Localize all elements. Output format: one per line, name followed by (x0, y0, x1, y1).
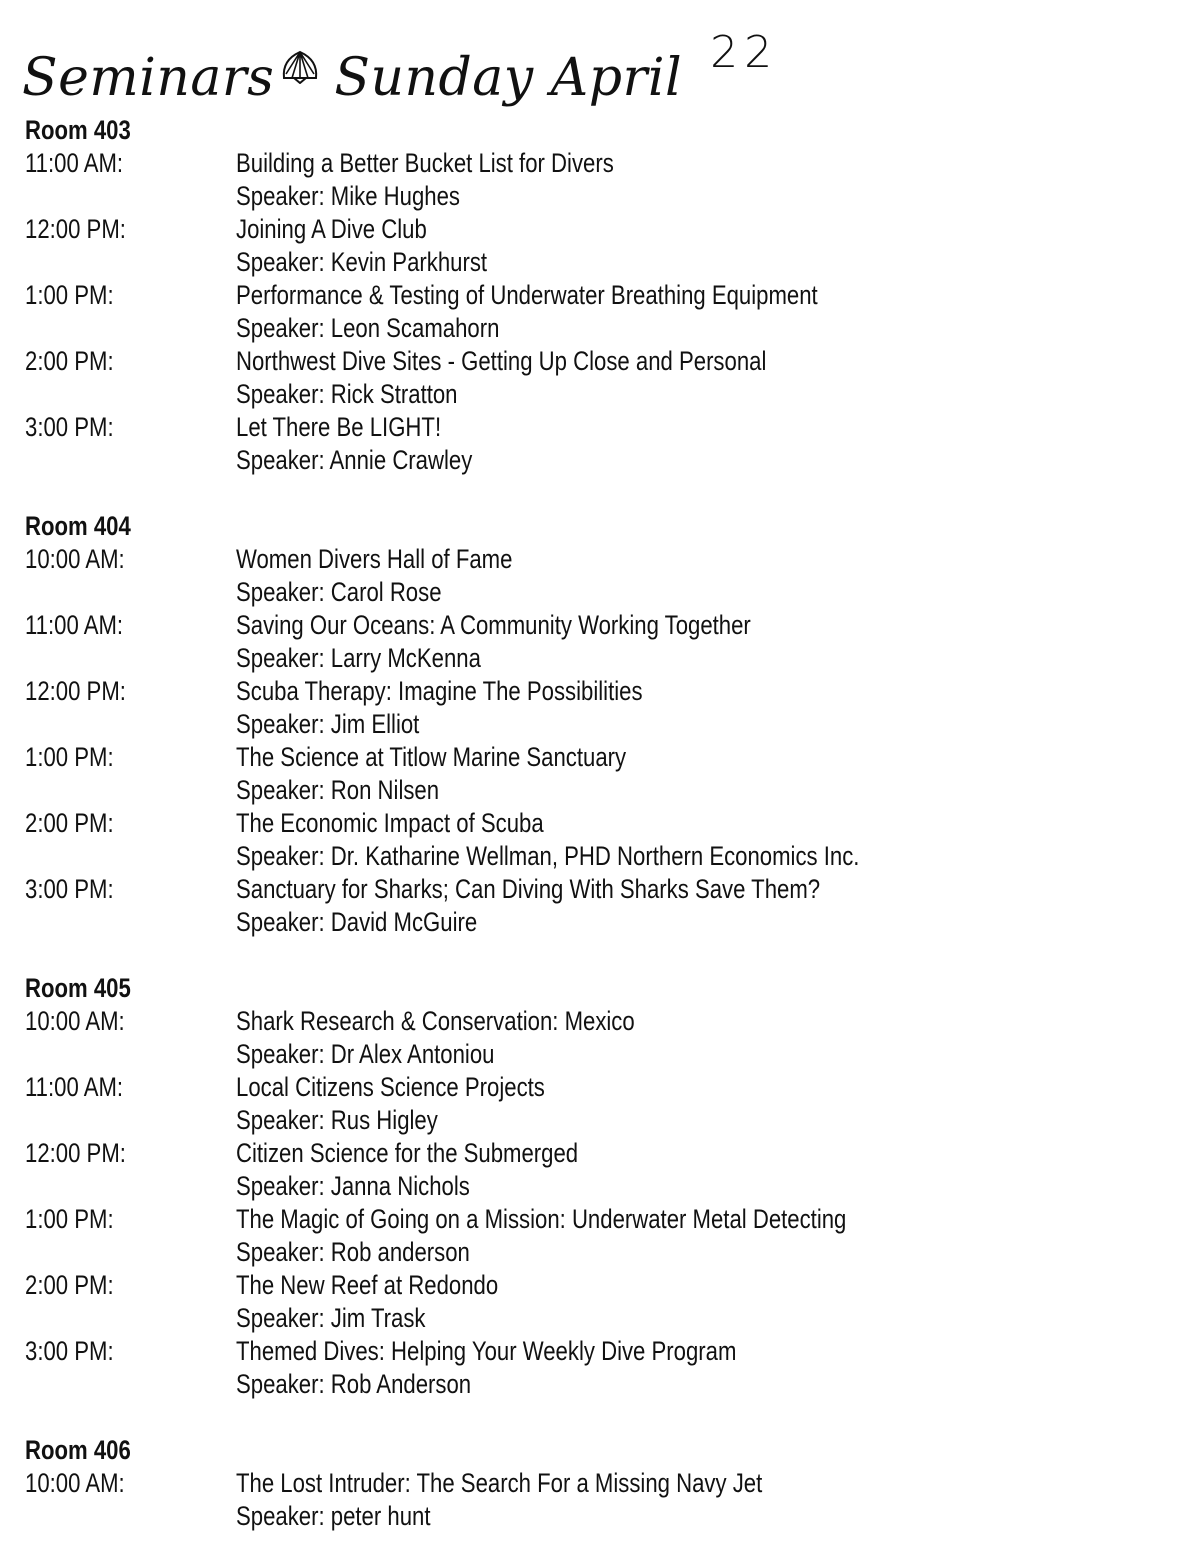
session-speaker: Speaker: Ron Nilsen (236, 775, 440, 805)
session-info (236, 1467, 1185, 1533)
session-row (25, 1467, 1185, 1533)
session-speaker: Speaker: Rick Stratton (236, 379, 458, 409)
session-time: 10:00 AM: (25, 1006, 125, 1036)
room-section (25, 1434, 1185, 1533)
room-section (25, 510, 1185, 939)
session-speaker: Speaker: Leon Scamahorn (236, 313, 500, 343)
session-speaker: Speaker: Jim Trask (236, 1303, 426, 1333)
session-time: 10:00 AM: (25, 544, 125, 574)
session-title: Themed Dives: Helping Your Weekly Dive Program (236, 1336, 737, 1366)
session-title: Let There Be LIGHT! (236, 412, 442, 442)
session-row (25, 345, 1185, 411)
session-row (25, 873, 1185, 939)
session-info (236, 609, 1185, 675)
session-info (236, 1269, 1185, 1335)
session-time: 12:00 PM: (25, 1138, 126, 1168)
page-title (22, 28, 778, 108)
session-time: 1:00 PM: (25, 1204, 114, 1234)
session-time: 11:00 AM: (25, 610, 124, 640)
session-speaker: Speaker: Dr. Katharine Wellman, PHD Northern Economics Inc. (236, 841, 860, 871)
session-time: 1:00 PM: (25, 280, 114, 310)
session-title: Performance & Testing of Underwater Breathing Equipment (236, 280, 818, 310)
session-title: The Science at Titlow Marine Sanctuary (236, 742, 627, 772)
title-day-month: Sunday April (334, 48, 683, 108)
session-speaker: Speaker: Mike Hughes (236, 181, 460, 211)
session-time: 11:00 AM: (25, 1072, 124, 1102)
session-row (25, 543, 1185, 609)
session-title: Local Citizens Science Projects (236, 1072, 545, 1102)
session-time: 3:00 PM: (25, 874, 114, 904)
session-row (25, 1005, 1185, 1071)
session-info (236, 147, 1185, 213)
session-info (236, 213, 1185, 279)
session-row (25, 1071, 1185, 1137)
session-row (25, 1269, 1185, 1335)
session-time: 3:00 PM: (25, 1336, 114, 1366)
session-time: 12:00 PM: (25, 214, 126, 244)
seashell-icon (280, 48, 320, 84)
session-info (236, 1335, 1185, 1401)
title-date: 22 (710, 27, 779, 78)
session-title: The Lost Intruder: The Search For a Missing Navy Jet (236, 1468, 763, 1498)
session-title: Sanctuary for Sharks; Can Diving With Sharks Save Them? (236, 874, 821, 904)
session-speaker: Speaker: Jim Elliot (236, 709, 420, 739)
session-speaker: Speaker: peter hunt (236, 1501, 431, 1531)
session-row (25, 1335, 1185, 1401)
room-title: Room 403 (25, 115, 131, 145)
session-row (25, 609, 1185, 675)
session-title: Saving Our Oceans: A Community Working Together (236, 610, 751, 640)
session-title: The Economic Impact of Scuba (236, 808, 544, 838)
session-speaker: Speaker: Dr Alex Antoniou (236, 1039, 495, 1069)
session-title: Scuba Therapy: Imagine The Possibilities (236, 676, 643, 706)
session-speaker: Speaker: Kevin Parkhurst (236, 247, 488, 277)
session-info (236, 873, 1185, 939)
session-time: 2:00 PM: (25, 346, 114, 376)
session-title: Shark Research & Conservation: Mexico (236, 1006, 635, 1036)
session-info (236, 345, 1185, 411)
session-time: 1:00 PM: (25, 742, 114, 772)
session-speaker: Speaker: Carol Rose (236, 577, 442, 607)
title-seminars: Seminars (22, 48, 275, 108)
session-row (25, 147, 1185, 213)
session-speaker: Speaker: Rob Anderson (236, 1369, 472, 1399)
room-title: Room 404 (25, 511, 131, 541)
session-title: Citizen Science for the Submerged (236, 1138, 579, 1168)
session-speaker: Speaker: Rus Higley (236, 1105, 438, 1135)
session-row (25, 1137, 1185, 1203)
session-info (236, 675, 1185, 741)
session-title: Joining A Dive Club (236, 214, 427, 244)
session-speaker: Speaker: Rob anderson (236, 1237, 470, 1267)
session-info (236, 1071, 1185, 1137)
session-info (236, 741, 1185, 807)
session-info (236, 543, 1185, 609)
session-time: 11:00 AM: (25, 148, 124, 178)
room-section (25, 972, 1185, 1401)
session-title: The Magic of Going on a Mission: Underwater Metal Detecting (236, 1204, 847, 1234)
session-time: 3:00 PM: (25, 412, 114, 442)
session-speaker: Speaker: Larry McKenna (236, 643, 481, 673)
session-row (25, 807, 1185, 873)
room-section (25, 114, 1185, 477)
session-row (25, 675, 1185, 741)
session-time: 2:00 PM: (25, 808, 114, 838)
session-info (236, 807, 1185, 873)
session-info (236, 1137, 1185, 1203)
session-row (25, 741, 1185, 807)
session-speaker: Speaker: Janna Nichols (236, 1171, 470, 1201)
room-title: Room 405 (25, 973, 131, 1003)
session-title: Building a Better Bucket List for Divers (236, 148, 614, 178)
session-row (25, 213, 1185, 279)
session-time: 10:00 AM: (25, 1468, 125, 1498)
session-info (236, 1005, 1185, 1071)
seminar-schedule (25, 114, 1185, 1566)
room-title: Room 406 (25, 1435, 131, 1465)
session-info (236, 279, 1185, 345)
session-speaker: Speaker: David McGuire (236, 907, 478, 937)
session-time: 2:00 PM: (25, 1270, 114, 1300)
session-time: 12:00 PM: (25, 676, 126, 706)
session-title: The New Reef at Redondo (236, 1270, 499, 1300)
session-title: Northwest Dive Sites - Getting Up Close and Personal (236, 346, 767, 376)
session-speaker: Speaker: Annie Crawley (236, 445, 473, 475)
session-info (236, 1203, 1185, 1269)
session-row (25, 411, 1185, 477)
session-title: Women Divers Hall of Fame (236, 544, 513, 574)
session-info (236, 411, 1185, 477)
session-row (25, 1203, 1185, 1269)
session-row (25, 279, 1185, 345)
